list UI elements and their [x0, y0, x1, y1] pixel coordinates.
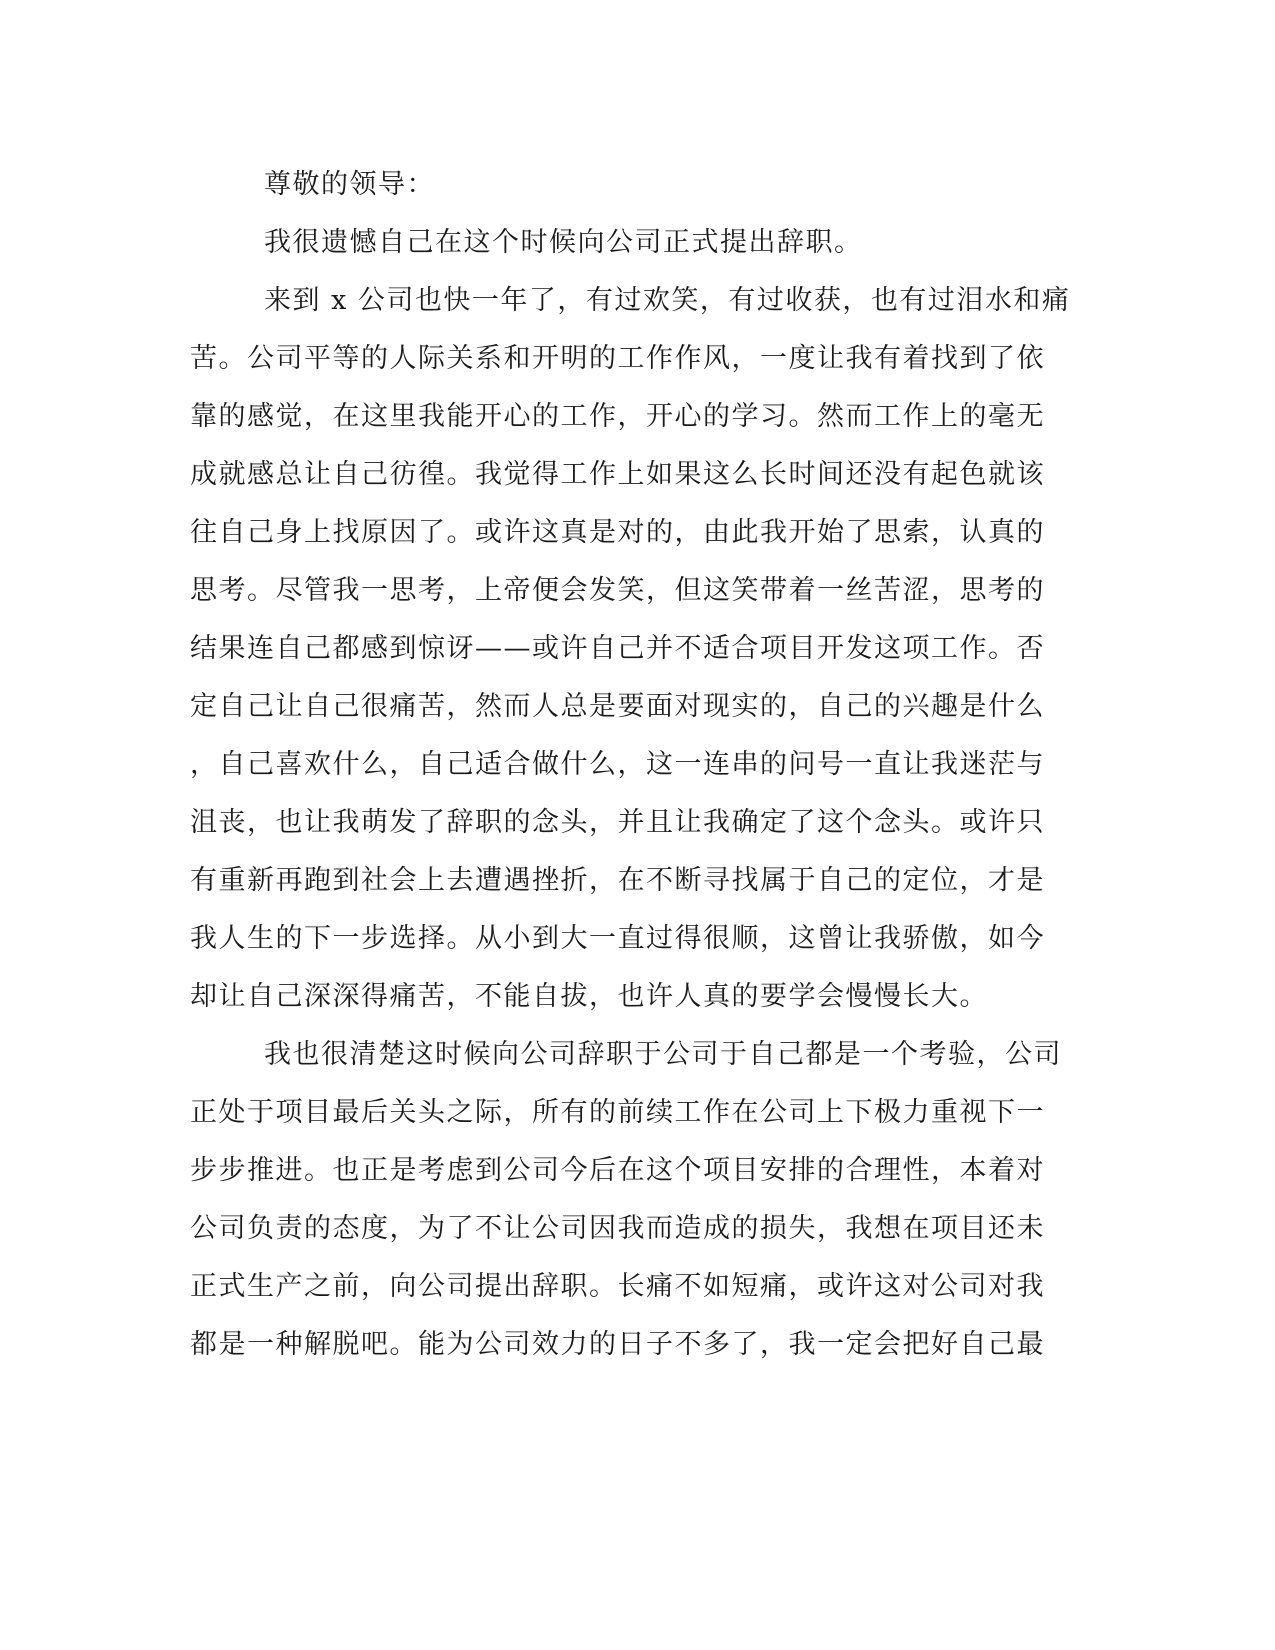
paragraph-line: 步步推进。也正是考虑到公司今后在这个项目安排的合理性，本着对	[190, 1155, 1045, 1186]
paragraph-line: 定自己让自己很痛苦，然而人总是要面对现实的，自己的兴趣是什么	[190, 691, 1045, 722]
paragraph-line: 我也很清楚这时候向公司辞职于公司于自己都是一个考验，公司	[264, 1039, 1062, 1070]
paragraph-line: 成就感总让自己彷徨。我觉得工作上如果这么长时间还没有起色就该	[190, 459, 1045, 490]
paragraph-line: 沮丧，也让我萌发了辞职的念头，并且让我确定了这个念头。或许只	[190, 807, 1045, 838]
paragraph-line: 结果连自己都感到惊讶——或许自己并不适合项目开发这项工作。否	[190, 633, 1045, 664]
paragraph-line: 靠的感觉，在这里我能开心的工作，开心的学习。然而工作上的毫无	[190, 401, 1045, 432]
paragraph-line: 正处于项目最后关头之际，所有的前续工作在公司上下极力重视下一	[190, 1097, 1045, 1128]
paragraph-line: 苦。公司平等的人际关系和开明的工作作风，一度让我有着找到了依	[190, 343, 1045, 374]
paragraph-line: 往自己身上找原因了。或许这真是对的，由此我开始了思索，认真的	[190, 517, 1045, 548]
paragraph-line: 公司负责的态度，为了不让公司因我而造成的损失，我想在项目还未	[190, 1213, 1045, 1244]
paragraph-line: 我很遗憾自己在这个时候向公司正式提出辞职。	[264, 227, 863, 258]
paragraph-line: ，自己喜欢什么，自己适合做什么，这一连串的问号一直让我迷茫与	[190, 749, 1045, 780]
paragraph-line: 思考。尽管我一思考，上帝便会发笑，但这笑带着一丝苦涩，思考的	[190, 575, 1045, 606]
paragraph-line: 来到 x 公司也快一年了，有过欢笑，有过收获，也有过泪水和痛	[264, 285, 1071, 316]
paragraph-line: 有重新再跑到社会上去遭遇挫折，在不断寻找属于自己的定位，才是	[190, 865, 1045, 896]
salutation: 尊敬的领导：	[264, 169, 435, 200]
paragraph-line: 却让自己深深得痛苦，不能自拔，也许人真的要学会慢慢长大。	[190, 981, 988, 1012]
paragraph-line: 正式生产之前，向公司提出辞职。长痛不如短痛，或许这对公司对我	[190, 1271, 1045, 1302]
paragraph-line: 都是一种解脱吧。能为公司效力的日子不多了，我一定会把好自己最	[190, 1329, 1045, 1360]
paragraph-line: 我人生的下一步选择。从小到大一直过得很顺，这曾让我骄傲，如今	[190, 923, 1045, 954]
